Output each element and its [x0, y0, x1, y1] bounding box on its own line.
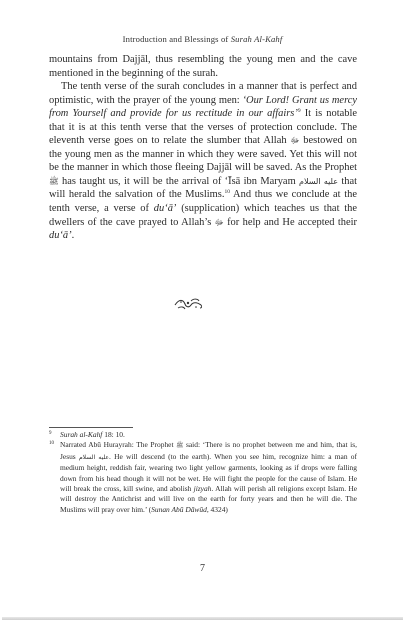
footnote-9-reference: Surah al-Kahf — [60, 430, 103, 439]
paragraph-2 — [49, 80, 357, 243]
fn10-jizyah-term: jizyah — [193, 484, 212, 494]
isa-honorific-glyph: عليه السلام — [299, 176, 338, 186]
allah-honorific-glyph-2: ﷻ — [214, 217, 224, 227]
footnote-9-number: 9 — [49, 431, 52, 436]
running-head-prefix: Introduction and Blessings of — [122, 34, 231, 44]
p2-text-d: has taught us, it will be the arrival of ‘Īsā ibn Maryam — [58, 175, 300, 187]
footnote-ref-9: 9 — [297, 108, 301, 115]
floral-divider-ornament-icon — [172, 296, 204, 312]
fn10-text-c: . He will descend (to the earth). When you see him, recognize him: a man of medium height, reddish fair, wearing two light yellow garments, looking as if drops were falling down from his head though it will not be wet. He will fight the people for the cause of Islam. He will break the cross, kill swine, and abolish — [60, 451, 358, 494]
fn10-text-d: . Allah will perish all religions except Islam. He will destroy the Antichrist and will live on the earth for forty years and then he will die. The Muslims will pray over him.’ ( — [60, 484, 357, 514]
footnote-10-number: 10 — [49, 441, 54, 447]
body-text — [49, 53, 357, 243]
p2-text-g: (supplication) which teaches us that the dwellers of the cave prayed to Allah’s — [49, 203, 358, 228]
fn10-text-e: , 4324) — [206, 504, 228, 514]
footnotes — [49, 430, 357, 515]
footnote-9-text: 18: 10. — [102, 430, 125, 439]
page-number: 7 — [200, 563, 205, 574]
dua-term-1: du‘ā’ — [153, 203, 177, 215]
footnote-divider — [49, 427, 133, 428]
p2-text-i: . — [71, 230, 75, 242]
fn10-prophet-honorific-glyph: ﷺ — [176, 442, 184, 450]
paragraph-1: mountains from Dajjāl, thus resembling the young men and the cave mentioned in the beginning of the surah. — [49, 54, 357, 79]
p2-text-e: that will herald the salvation of the Muslims. — [49, 175, 357, 201]
footnote-ref-10: 10 — [224, 189, 230, 196]
fn10-source: Sunan Abū Dāwūd — [151, 504, 207, 514]
fn10-text-a: Narrated Abū Hurayrah: The Prophet — [60, 440, 177, 450]
allah-honorific-glyph: ﷻ — [290, 136, 300, 146]
prophet-honorific-glyph: ﷺ — [49, 176, 59, 186]
footnote-9 — [49, 430, 357, 440]
p2-text-b: It is notable that it is at this tenth verse that the verses of protection conclude. The eleventh verse goes on to relate the slumber that Allah — [49, 108, 357, 147]
footnote-10 — [49, 440, 357, 515]
running-head-title: Surah Al-Kahf — [230, 34, 283, 44]
p2-text-h: for help and He accepted their — [223, 216, 357, 228]
fn10-text-b: said: ‘There is no prophet between me and him, that is, Jesus — [60, 440, 357, 461]
fn10-isa-honorific-glyph: عليه السلام — [78, 453, 110, 461]
quran-quote: ‘Our Lord! Grant us mercy from Yourself and provide for us rectitude in our affairs’ — [49, 94, 358, 120]
p2-text-c: bestowed on the young men as the manner in which they were saved. Yet this will not be the manner in which those fleeing Dajjāl will be saved. As the Prophet — [49, 135, 357, 174]
p2-text-f: And thus we conclude at the tenth verse, a verse of — [49, 189, 357, 215]
p2-text-a: The tenth verse of the surah concludes in a manner that is perfect and optimistic, with the prayer of the young men: — [49, 81, 357, 106]
running-head — [0, 34, 405, 44]
dua-term-2: du‘ā’ — [49, 230, 72, 242]
